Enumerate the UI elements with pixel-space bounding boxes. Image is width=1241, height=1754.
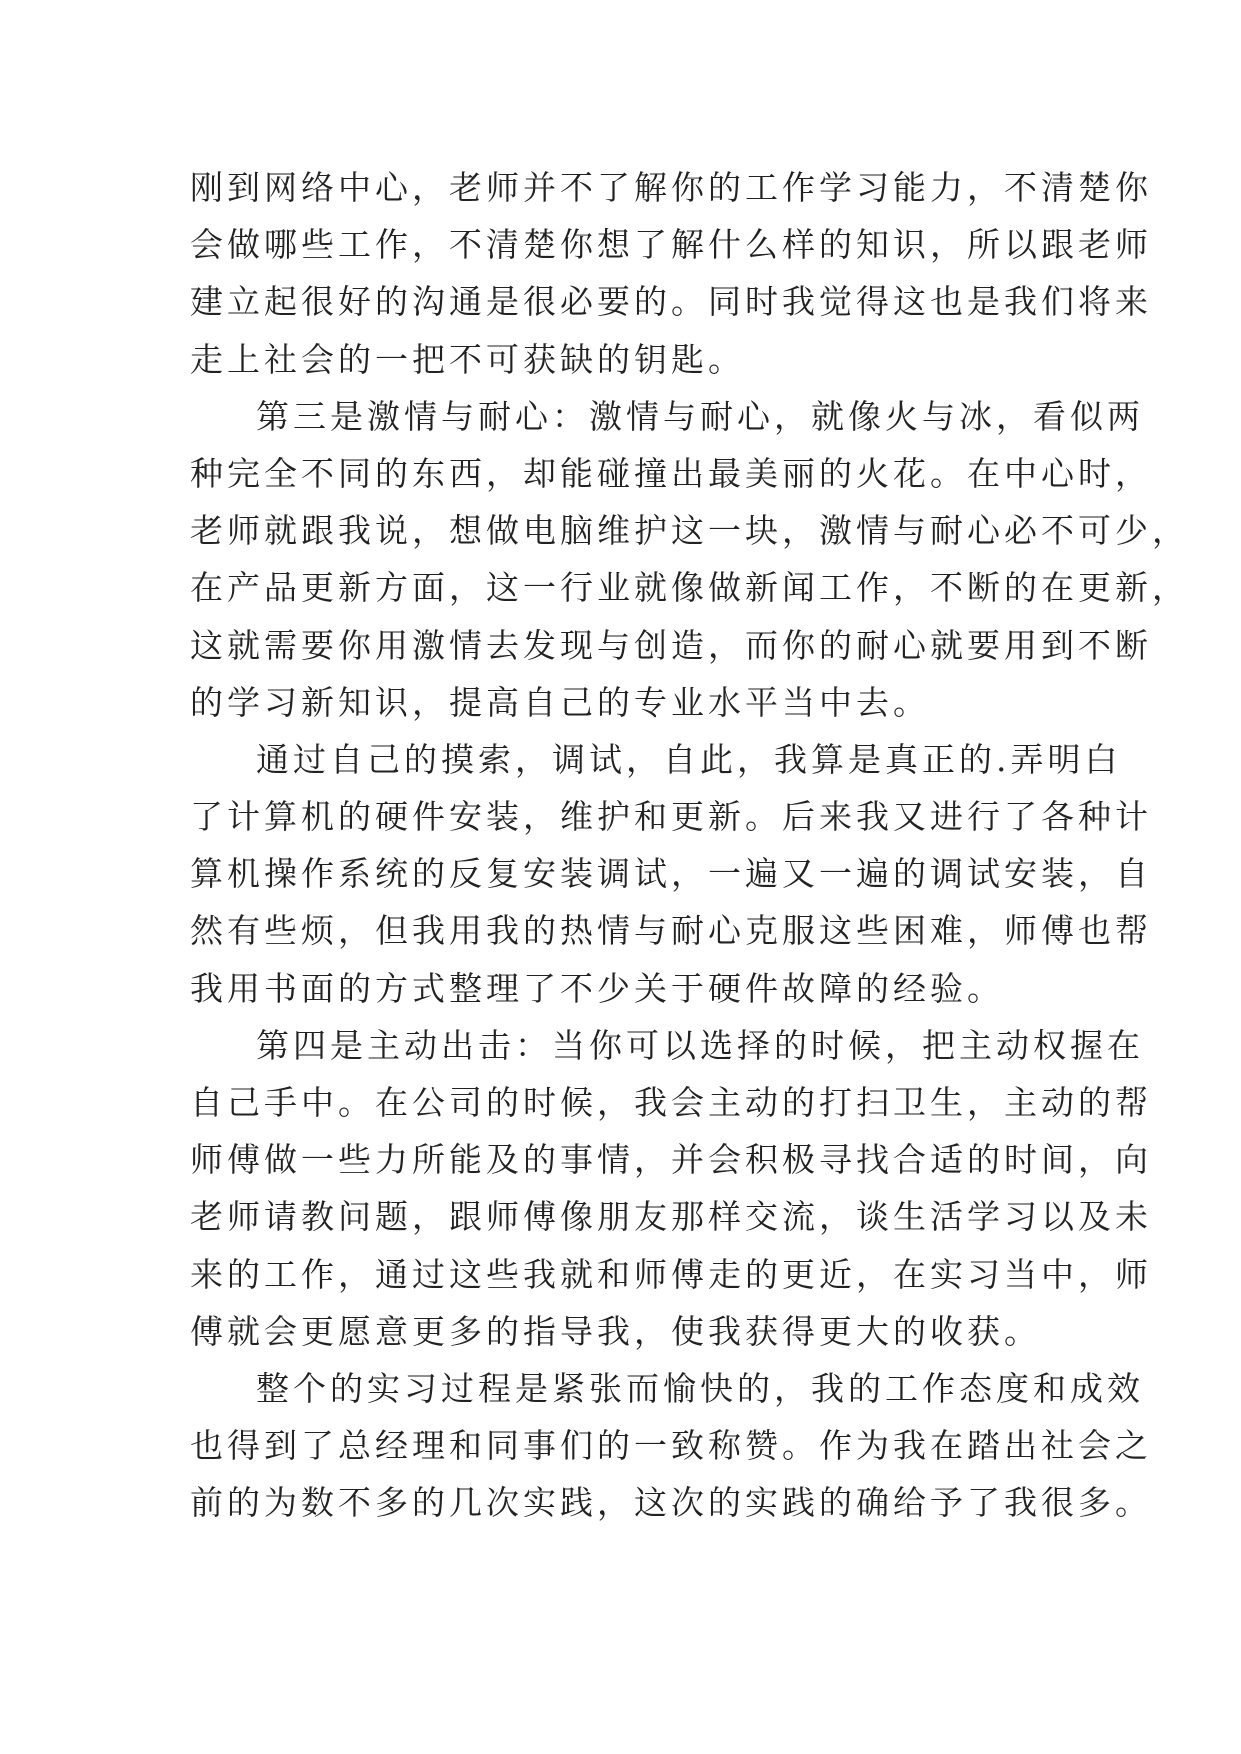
- text-line: 刚到网络中心，老师并不了解你的工作学习能力，不清楚你: [190, 168, 1152, 207]
- text-line: 然有些烦，但我用我的热情与耐心克服这些困难，师傅也帮: [190, 911, 1152, 951]
- text-line: 这就需要你用激情去发现与创造，而你的耐心就要用到不断: [190, 625, 1152, 665]
- text-line: 种完全不同的东西，却能碰撞出最美丽的火花。在中心时，: [190, 453, 1152, 493]
- text-line: 傅就会更愿意更多的指导我，使我获得更大的收获。: [190, 1311, 1041, 1351]
- text-line: 前的为数不多的几次实践，这次的实践的确给予了我很多。: [190, 1483, 1152, 1523]
- text-line: 第三是激情与耐心：激情与耐心，就像火与冰，看似两: [256, 396, 1144, 436]
- text-line: 建立起很好的沟通是很必要的。同时我觉得这也是我们将来: [190, 282, 1152, 322]
- text-line: 也得到了总经理和同事们的一致称赞。作为我在踏出社会之: [190, 1426, 1152, 1466]
- body-text: [190, 159, 1189, 1532]
- text-line: 老师请教问题，跟师傅像朋友那样交流，谈生活学习以及未: [190, 1197, 1152, 1237]
- text-line: 了计算机的硬件安装，维护和更新。后来我又进行了各种计: [190, 797, 1152, 837]
- text-line: 通过自己的摸索，调试，自此，我算是真正的.弄明白: [256, 739, 1122, 779]
- text-line: 在产品更新方面，这一行业就像做新闻工作，不断的在更新，: [190, 568, 1189, 608]
- text-line: 自己手中。在公司的时候，我会主动的打扫卫生，主动的帮: [190, 1083, 1152, 1122]
- text-line: 的学习新知识，提高自己的专业水平当中去。: [190, 682, 930, 722]
- text-line: 老师就跟我说，想做电脑维护这一块，激情与耐心必不可少，: [190, 511, 1189, 551]
- text-line: 师傅做一些力所能及的事情，并会积极寻找合适的时间，向: [190, 1140, 1152, 1180]
- text-line: 整个的实习过程是紧张而愉快的，我的工作态度和成效: [256, 1368, 1144, 1408]
- text-line: 第四是主动出击：当你可以选择的时候，把主动权握在: [256, 1025, 1144, 1065]
- text-line: 会做哪些工作，不清楚你想了解什么样的知识，所以跟老师: [190, 225, 1152, 265]
- text-line: 我用书面的方式整理了不少关于硬件故障的经验。: [190, 968, 1004, 1008]
- text-line: 走上社会的一把不可获缺的钥匙。: [190, 339, 745, 379]
- text-line: 来的工作，通过这些我就和师傅走的更近，在实习当中，师: [190, 1254, 1152, 1294]
- text-line: 算机操作系统的反复安装调试，一遍又一遍的调试安装，自: [190, 854, 1152, 894]
